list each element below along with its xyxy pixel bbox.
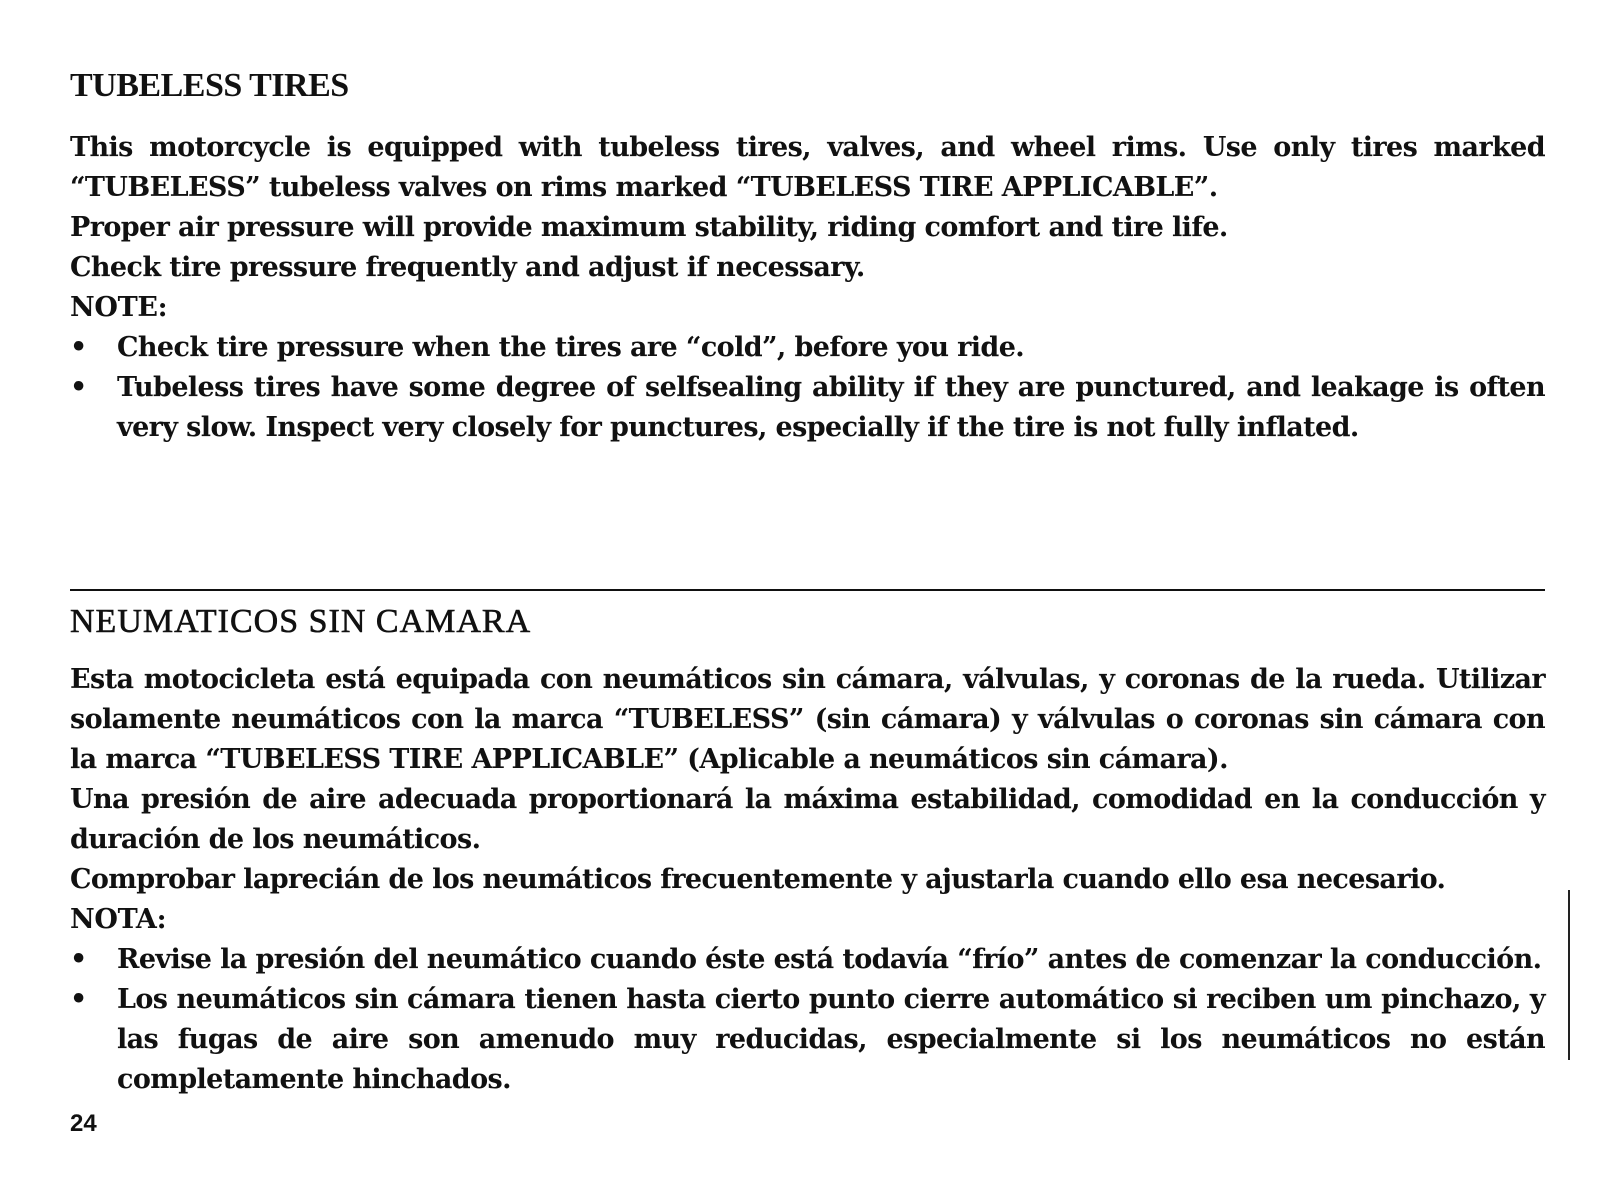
section-body	[70, 128, 1545, 448]
bullet-icon: •	[70, 984, 87, 1015]
bullet-icon: •	[70, 332, 87, 363]
note-item	[70, 980, 1545, 1100]
note-item-text: Tubeless tires have some degree of selfsealing ability if they are punctured, and leakage is often very slow. Inspect very closely for punctures, especially if the tire is not fully inflated.	[117, 372, 1545, 443]
note-item	[70, 368, 1545, 448]
note-item-text: Los neumáticos sin cámara tienen hasta cierto punto cierre automático si reciben um pinchazo, y las fugas de aire son amenudo muy reducidas, especialmente si los neumáticos no están completamente hinchados.	[117, 984, 1545, 1095]
section-body	[70, 660, 1545, 1100]
section-title: TUBELESS TIRES	[70, 67, 349, 104]
note-list	[70, 940, 1545, 1100]
english-section	[70, 64, 1545, 448]
spanish-section	[70, 600, 1545, 1100]
manual-page	[70, 0, 1545, 1195]
paragraph: This motorcycle is equipped with tubeless tires, valves, and wheel rims. Use only tires marked “TUBELESS” tubeless valves on rims marked “TUBELESS TIRE APPLICABLE”.	[70, 132, 1545, 203]
note-label: NOTE:	[70, 292, 168, 323]
note-item	[70, 328, 1545, 368]
note-list	[70, 328, 1545, 448]
section-divider	[70, 589, 1545, 591]
note-item	[70, 940, 1545, 980]
paragraph: Una presión de aire adecuada proportionará la máxima estabilidad, comodidad en la conducción y duración de los neumáticos.	[70, 784, 1545, 855]
section-title: NEUMATICOS SIN CAMARA	[70, 603, 532, 640]
paragraph: Comprobar laprecián de los neumáticos frecuentemente y ajustarla cuando ello esa necesario.	[70, 864, 1446, 895]
paragraph: Esta motocicleta está equipada con neumáticos sin cámara, válvulas, y coronas de la rueda. Utilizar solamente neumáticos con la marca “TUBELESS” (sin cámara) y válvulas o coronas sin cámara con la marca “TUBELESS TIRE APPLICABLE” (Aplicable a neumáticos sin cámara).	[70, 664, 1545, 775]
page-number: 24	[70, 1110, 97, 1137]
note-label: NOTA:	[70, 904, 167, 935]
note-item-text: Revise la presión del neumático cuando éste está todavía “frío” antes de comenzar la conducción.	[117, 944, 1542, 975]
page-edge-mark	[1568, 890, 1570, 1060]
bullet-icon: •	[70, 372, 87, 403]
bullet-icon: •	[70, 944, 87, 975]
note-item-text: Check tire pressure when the tires are “cold”, before you ride.	[117, 332, 1025, 363]
paragraph: Proper air pressure will provide maximum stability, riding comfort and tire life.	[70, 212, 1228, 243]
paragraph: Check tire pressure frequently and adjust if necessary.	[70, 252, 865, 283]
